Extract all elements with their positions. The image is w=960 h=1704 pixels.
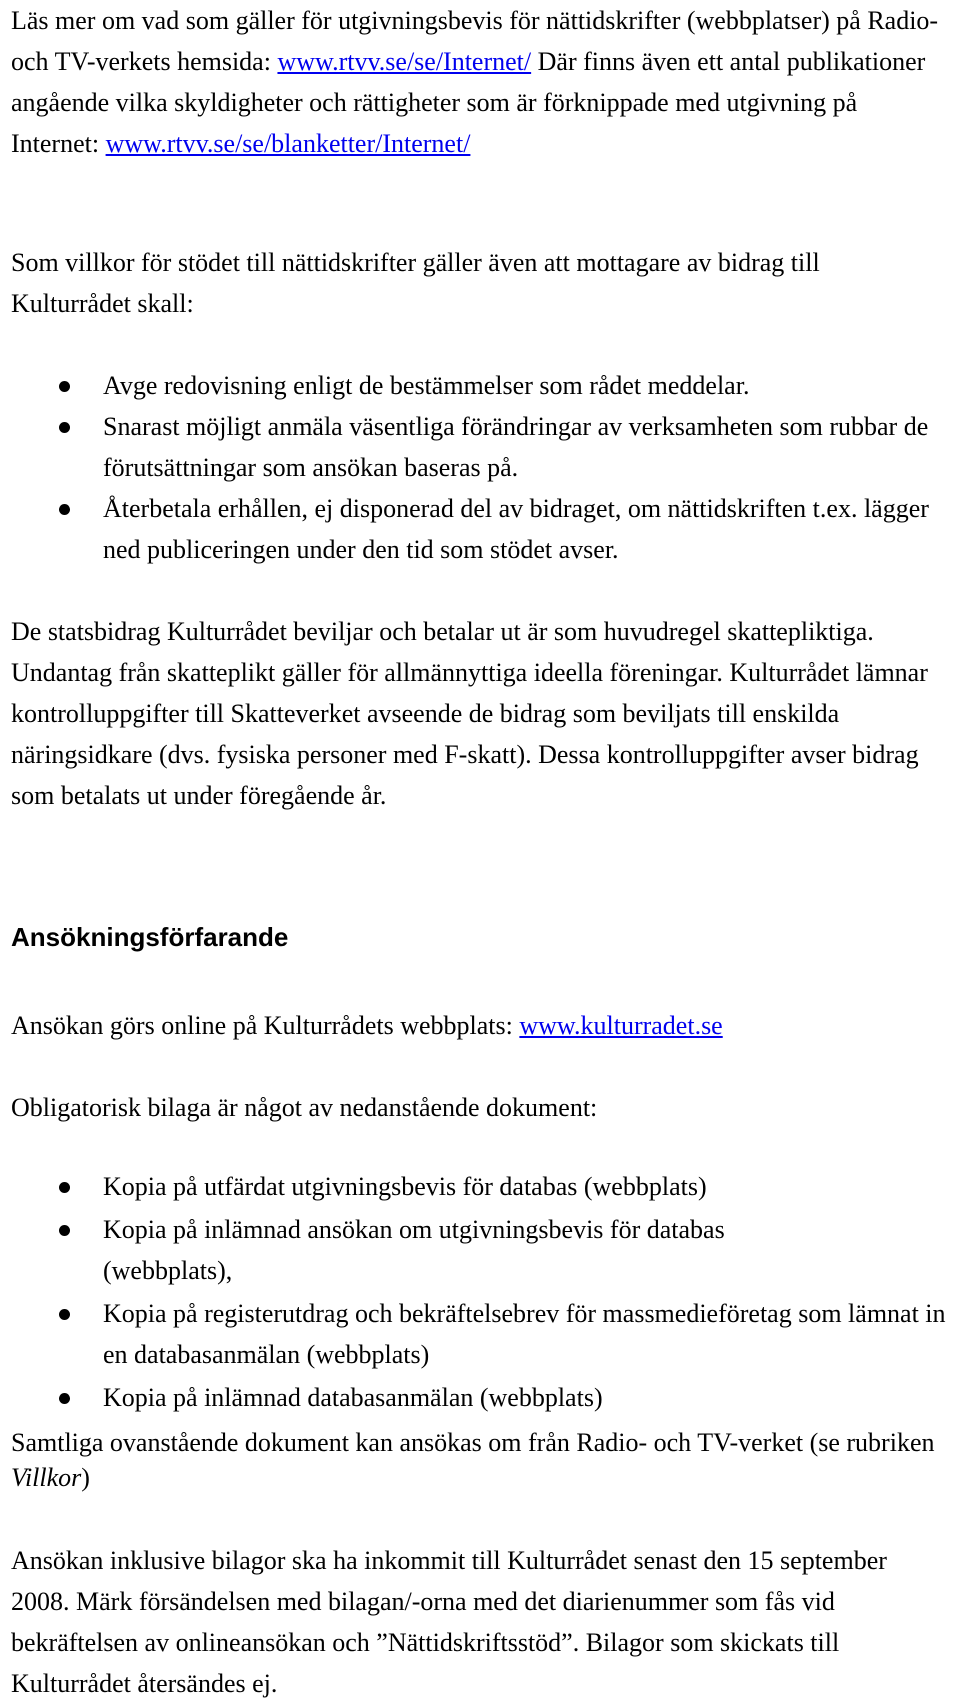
list-item (11, 406, 956, 488)
paragraph-text: Ansökan görs online på Kulturrådets webbplats: (11, 1011, 520, 1040)
rtvv-blanketter-link[interactable]: www.rtvv.se/se/blanketter/Internet/ (105, 129, 471, 158)
list-item-text: Kopia på utfärdat utgivningsbevis för databas (webbplats) (103, 1172, 707, 1201)
paragraph-text: Där finns även ett antal publikationer angående vilka skyldigheter och rättigheter som är förknippade med utgivning på Internet: (11, 47, 926, 158)
list-item-text: Avge redovisning enligt de bestämmelser som rådet meddelar. (103, 371, 750, 400)
paragraph-online-application (11, 1005, 946, 1046)
paragraph-deadline: Ansökan inklusive bilagor ska ha inkommit till Kulturrådet senast den 15 september 2008. Märk försändelsen med bilagan/-orna med det diarienummer som fås vid bekräftelsen av onlineansökan och ”Nättidskriftsstöd”. Bilagor som skickats till Kulturrådet återsändes ej. (11, 1546, 887, 1698)
list-item-text: Snarast möjligt anmäla väsentliga förändringar av verksamheten som rubbar de förutsättningar som ansökan baseras på. (103, 412, 929, 482)
bullet-icon (59, 422, 70, 433)
bullet-icon (59, 381, 70, 392)
paragraph-attachment-intro: Obligatorisk bilaga är något av nedanstående dokument: (11, 1093, 598, 1122)
bullet-icon (59, 1393, 70, 1404)
bullet-icon (59, 1309, 70, 1320)
paragraph-text: Läs mer om vad som gäller för utgivningsbevis för nättidskrifter (webbplatser) på Radio- och TV-verkets hemsida: (11, 6, 939, 76)
list-item-text: Återbetala erhållen, ej disponerad del av bidraget, om nättidskriften t.ex. lägger ned publiceringen under den tid som stödet avser. (103, 494, 929, 564)
list-item (11, 1377, 956, 1418)
paragraph-conditions-intro: Som villkor för stödet till nättidskrifter gäller även att mottagare av bidrag till Kulturrådet skall: (11, 248, 820, 318)
list-item (11, 1209, 956, 1291)
attachment-list (11, 1166, 956, 1418)
bullet-icon (59, 1182, 70, 1193)
list-item-text: Kopia på inlämnad databasanmälan (webbplats) (103, 1383, 603, 1412)
conditions-list (11, 365, 956, 570)
italic-reference: Villkor (11, 1463, 82, 1492)
list-item (11, 488, 956, 570)
paragraph-text: Samtliga ovanstående dokument kan ansökas om från Radio- och TV-verket (se rubriken (11, 1428, 935, 1457)
list-item (11, 365, 956, 406)
bullet-icon (59, 504, 70, 515)
list-item-text: Kopia på inlämnad ansökan om utgivningsbevis för databas (webbplats), (103, 1215, 725, 1285)
paragraph-documents (11, 1425, 956, 1495)
paragraph-internet-info (11, 0, 946, 164)
paragraph-text: ) (81, 1463, 90, 1492)
section-heading: Ansökningsförfarande (11, 922, 289, 952)
list-item (11, 1293, 956, 1375)
paragraph-tax: De statsbidrag Kulturrådet beviljar och betalar ut är som huvudregel skattepliktiga. Undantag från skatteplikt gäller för allmännyttiga ideella föreningar. Kulturrådet lämnar kontrolluppgifter till Skatteverket avseende de bidrag som beviljats till enskilda näringsidkare (dvs. fysiska personer med F-skatt). Dessa kontrolluppgifter avser bidrag som betalats ut under föregående år. (11, 617, 928, 810)
kulturradet-link[interactable]: www.kulturradet.se (519, 1011, 723, 1040)
list-item-text: Kopia på registerutdrag och bekräftelsebrev för massmedieföretag som lämnat in en databasanmälan (webbplats) (103, 1299, 946, 1369)
rtvv-internet-link[interactable]: www.rtvv.se/se/Internet/ (277, 47, 532, 76)
list-item (11, 1166, 956, 1207)
bullet-icon (59, 1225, 70, 1236)
